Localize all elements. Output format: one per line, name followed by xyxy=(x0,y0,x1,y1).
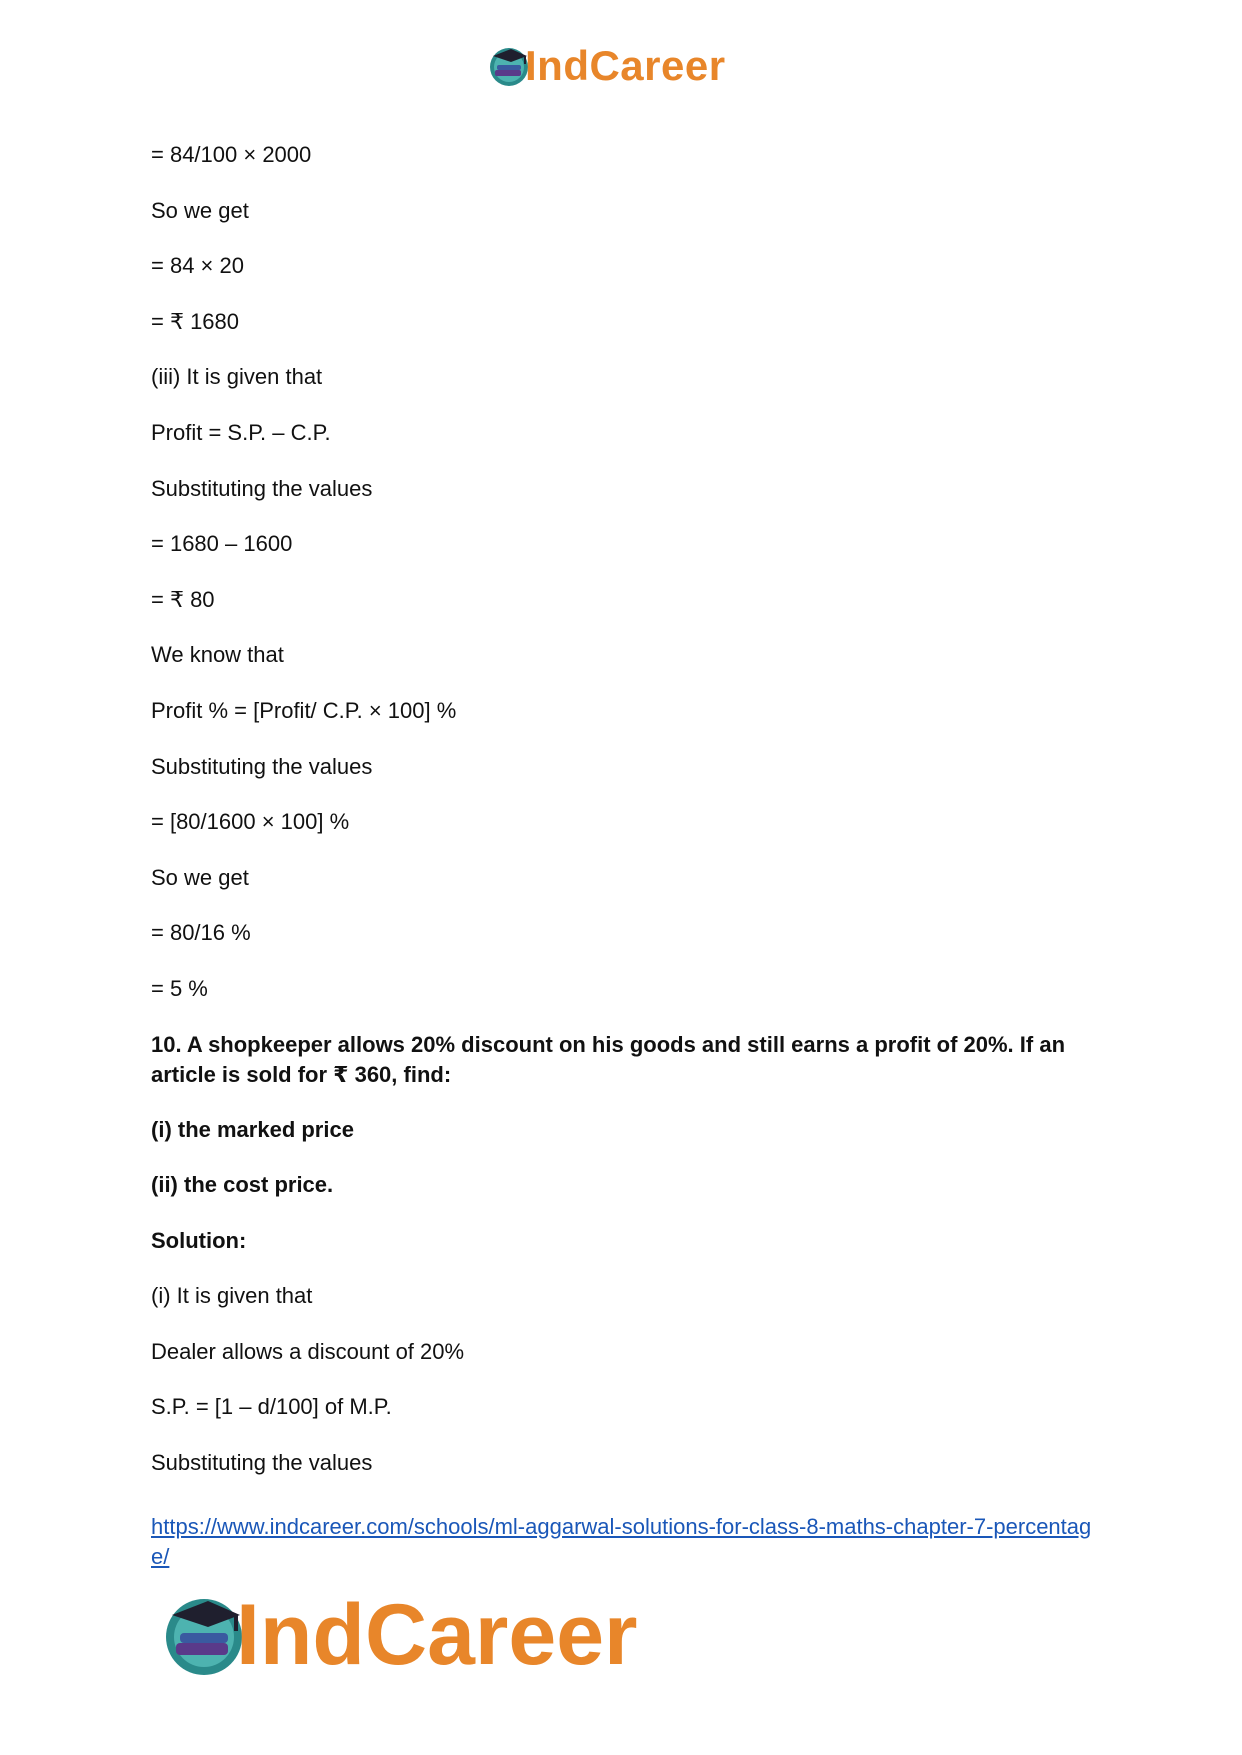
text-line: = 80/16 % xyxy=(151,920,251,946)
text-line: So we get xyxy=(151,864,249,890)
source-link[interactable]: https://www.indcareer.com/schools/ml-aggarwal-solutions-for-class-8-maths-chapter-7-percentage/ xyxy=(151,1514,1092,1569)
question-part-i: (i) the marked price xyxy=(151,1116,354,1142)
text-line: (iii) It is given that xyxy=(151,364,323,390)
solution-line: Substituting the values xyxy=(151,1450,373,1476)
text-line: = ₹ 80 xyxy=(151,586,215,612)
text-line: = 5 % xyxy=(151,975,208,1001)
question-10-text: 10. A shopkeeper allows 20% discount on his goods and still earns a profit of 20%. If an article is sold for ₹ 360, find: xyxy=(151,1031,1066,1087)
document-content xyxy=(151,140,1101,1504)
solution-line: Dealer allows a discount of 20% xyxy=(151,1338,465,1364)
text-line: We know that xyxy=(151,642,284,668)
text-line: = ₹ 1680 xyxy=(151,308,240,334)
header-logo xyxy=(487,40,726,92)
text-line: Substituting the values xyxy=(151,753,373,779)
text-line: Profit = S.P. – C.P. xyxy=(151,419,331,445)
text-line: Substituting the values xyxy=(151,475,373,501)
text-line: = 84 × 20 xyxy=(151,253,244,279)
text-line: So we get xyxy=(151,197,249,223)
solution-line: S.P. = [1 – d/100] of M.P. xyxy=(151,1394,392,1420)
graduation-book-icon xyxy=(160,1591,248,1679)
text-line: = 1680 – 1600 xyxy=(151,531,293,557)
question-part-ii: (ii) the cost price. xyxy=(151,1172,334,1198)
text-line: Profit % = [Profit/ C.P. × 100] % xyxy=(151,697,457,723)
solution-label: Solution: xyxy=(151,1227,247,1253)
header-logo-text: IndCareer xyxy=(525,42,726,89)
text-line: = [80/1600 × 100] % xyxy=(151,809,350,835)
solution-line: (i) It is given that xyxy=(151,1283,313,1309)
text-line: = 84/100 × 2000 xyxy=(151,142,312,167)
footer-logo-text: IndCareer xyxy=(236,1587,638,1683)
footer-logo xyxy=(160,1585,638,1685)
